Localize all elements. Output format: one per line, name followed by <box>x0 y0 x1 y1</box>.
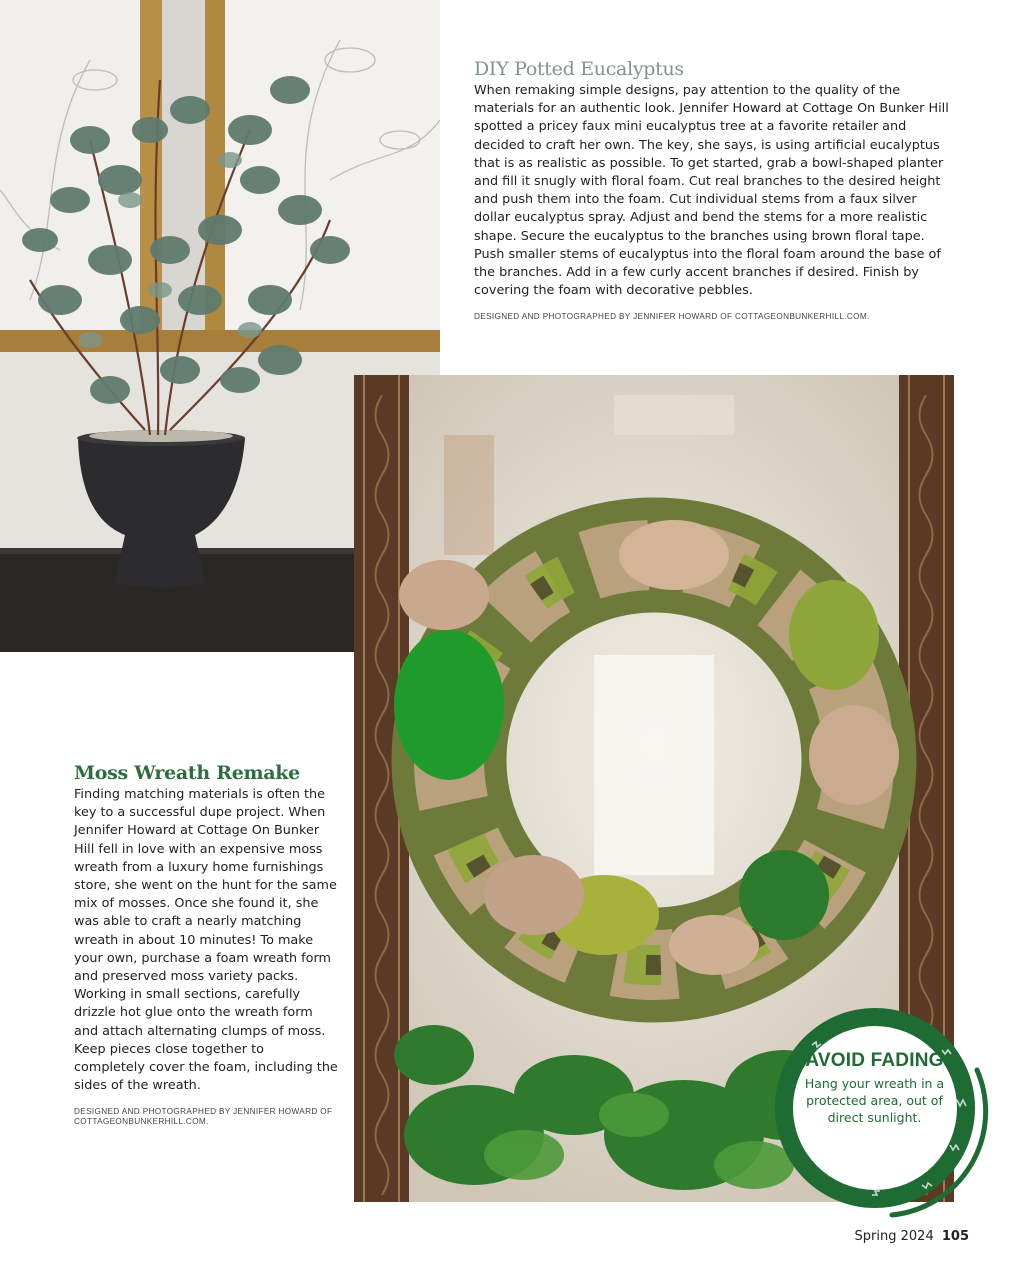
eucalyptus-credit: DESIGNED AND PHOTOGRAPHED BY JENNIFER HOWARD OF COTTAGEONBUNKERHILL.COM. <box>474 312 870 322</box>
page-number: 105 <box>941 1229 969 1244</box>
moss-wreath-credit: DESIGNED AND PHOTOGRAPHED BY JENNIFER HOWARD OF COTTAGEONBUNKERHILL.COM. <box>74 1107 333 1127</box>
moss-wreath-title: Moss Wreath Remake <box>74 762 300 784</box>
tip-badge <box>772 1005 994 1227</box>
tip-title: AVOID FADING <box>805 1050 944 1071</box>
eucalyptus-article <box>474 58 952 322</box>
tip-content <box>802 1050 947 1126</box>
page-folio <box>855 1229 969 1244</box>
eucalyptus-title: DIY Potted Eucalyptus <box>474 58 684 80</box>
eucalyptus-body: When remaking simple designs, pay attention to the quality of the materials for an authentic look. Jennifer Howard at Cottage On Bunker Hill spotted a pricey faux mini eucalyptus tree at a favorite retailer and decided to craft her own. The key, she says, is using artificial eucalyptus that is as realistic as possible. To get started, grab a bowl-shaped planter and fill it snugly with floral foam. Cut real branches to the desired height and push them into the foam. Cut individual stems from a faux silver dollar eucalyptus spray. Adjust and bend the stems for a more realistic shape. Secure the eucalyptus to the branches using brown floral tape. Push smaller stems of eucalyptus into the floral foam around the base of the branches. Add in a few curly accent branches if desired. Finish by covering the foam with decorative pebbles. <box>474 83 949 299</box>
tip-body: Hang your wreath in a protected area, out of direct sunlight. <box>804 1076 945 1125</box>
issue-label: Spring 2024 <box>854 1229 934 1244</box>
moss-wreath-article <box>74 762 338 1127</box>
moss-wreath-body: Finding matching materials is often the key to a successful dupe project. When Jennifer Howard at Cottage On Bunker Hill fell in love with an expensive moss wreath from a luxury home furnishings store, she went on the hunt for the same mix of mosses. Once she found it, she was able to craft a nearly matching wreath in about 10 minutes! To make your own, purchase a foam wreath form and preserved moss variety packs. Working in small sections, carefully drizzle hot glue onto the wreath form and attach alternating clumps of moss. Keep pieces close together to completely cover the foam, including the sides of the wreath. <box>74 787 338 1094</box>
